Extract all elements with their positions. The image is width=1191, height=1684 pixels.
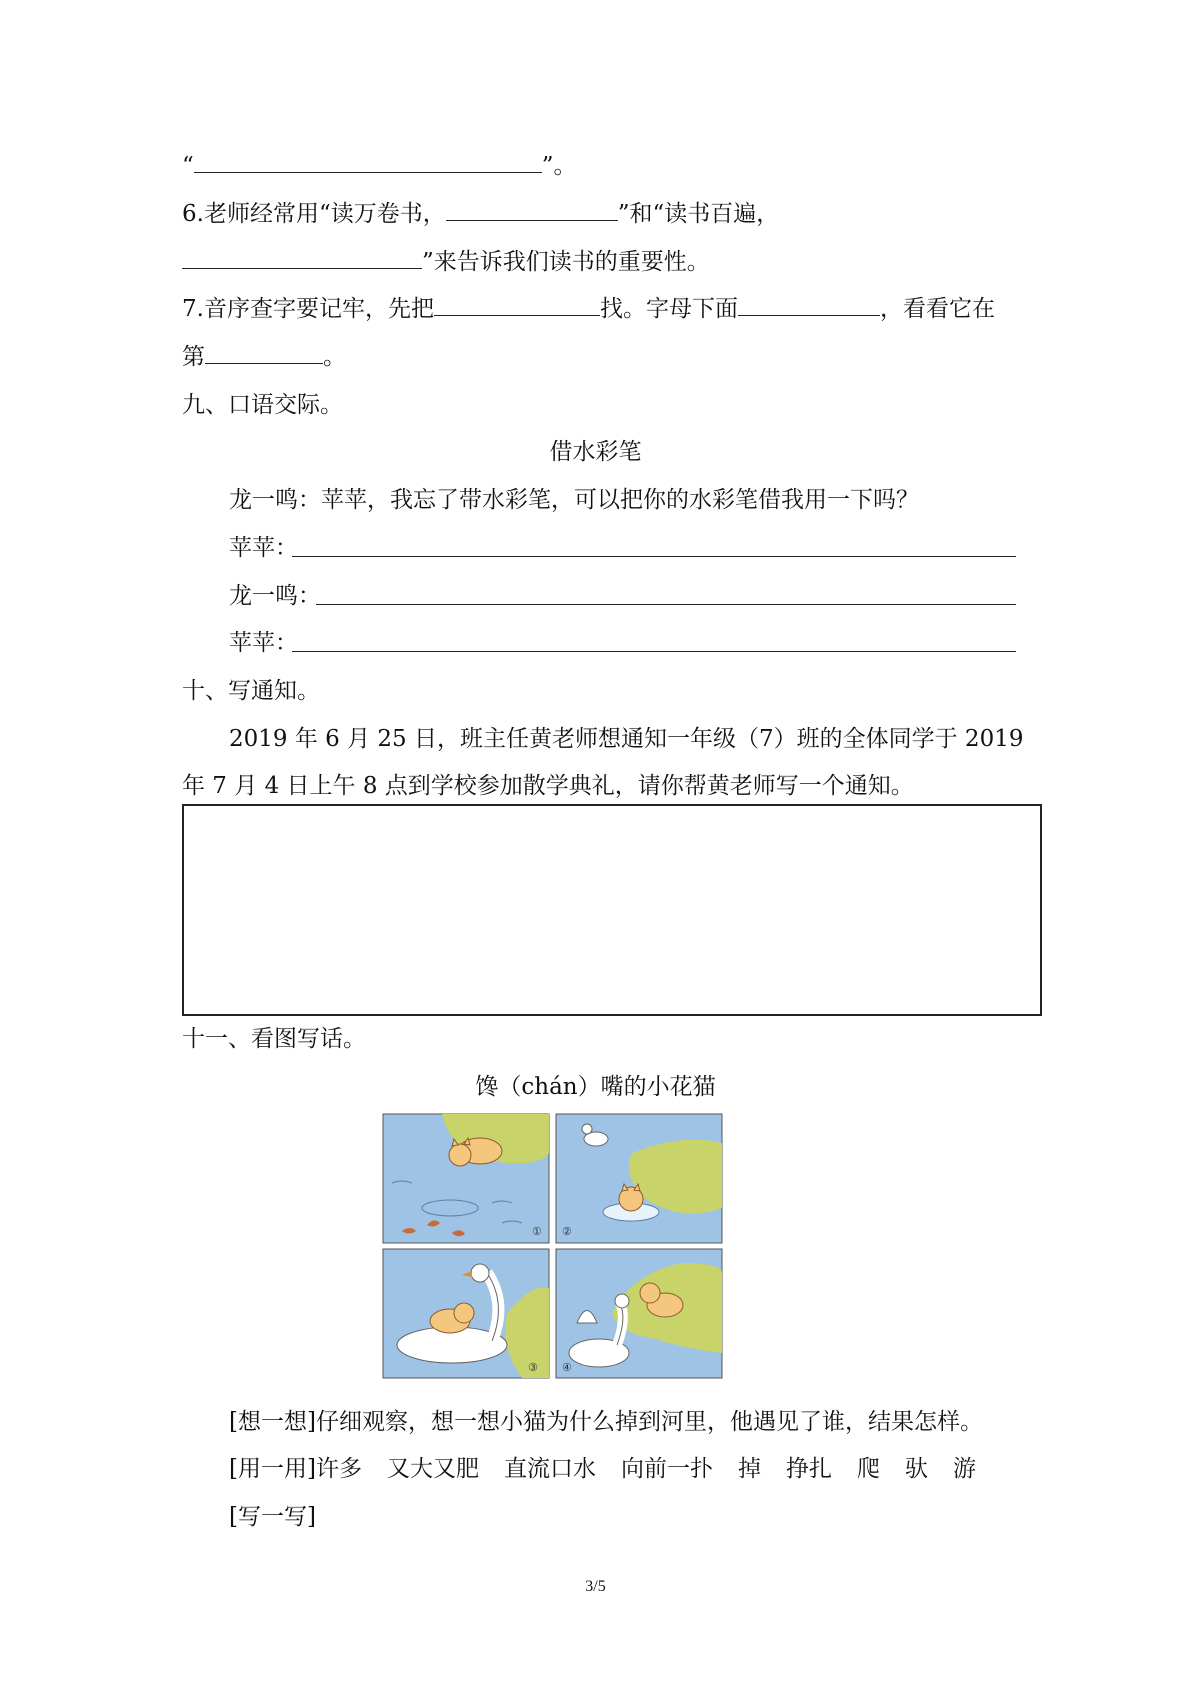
section-9-heading: 九、口语交际。: [182, 392, 343, 418]
speaker-label: 苹苹：: [229, 535, 298, 561]
section-11-heading: 十一、看图写话。: [182, 1026, 366, 1052]
panel-label: ②: [562, 1225, 572, 1238]
speaker-label: 苹苹：: [229, 630, 298, 656]
word-bank: [229, 1455, 976, 1483]
question-6-line2: ”来告诉我们读书的重要性。: [182, 248, 710, 276]
picture-story-title: 馋（chán）嘴的小花猫: [475, 1074, 716, 1100]
word-bank-item: 直流口水: [503, 1456, 596, 1482]
word-bank-item: 许多: [315, 1456, 362, 1482]
word-bank-item: 挣扎: [785, 1456, 832, 1482]
question-6-line1: 6.老师经常用“读万卷书， ”和“读书百遍，: [182, 201, 780, 227]
panel-label: ①: [532, 1225, 542, 1238]
word-bank-item: 又大又肥: [386, 1456, 479, 1482]
comic-panel-4: [556, 1249, 722, 1378]
notice-instructions: 年 7 月 4 日上午 8 点到学校参加散学典礼，请你帮黄老师写一个通知。: [182, 773, 914, 799]
answer-blank[interactable]: [434, 295, 600, 316]
answer-blank[interactable]: [446, 200, 618, 221]
comic-panel-3: [383, 1249, 549, 1378]
write-prompt: [写一写]: [229, 1504, 316, 1530]
answer-line[interactable]: [292, 556, 1016, 557]
notice-writing-box[interactable]: [182, 804, 1042, 1016]
page-number: 3/5: [585, 1578, 606, 1595]
speaker-label: 龙一鸣：: [229, 583, 321, 609]
answer-blank[interactable]: [205, 343, 323, 364]
panel-label: ④: [562, 1361, 572, 1374]
word-bank-item: 驮: [904, 1456, 928, 1482]
comic-strip-image: [382, 1113, 724, 1379]
dialogue-title: 借水彩笔: [549, 439, 642, 465]
answer-line[interactable]: [316, 604, 1016, 605]
word-bank-item: 游: [952, 1456, 976, 1482]
answer-line[interactable]: [292, 651, 1016, 652]
quote-continuation: “ ”。: [182, 153, 577, 179]
comic-panel-1: [383, 1114, 549, 1243]
word-bank-item: 掉: [737, 1456, 761, 1482]
panel-label: ③: [528, 1361, 538, 1374]
question-7-line2: 第 。: [182, 344, 346, 370]
answer-blank[interactable]: [182, 248, 422, 269]
dialogue-line: 龙一鸣：苹苹，我忘了带水彩笔，可以把你的水彩笔借我用一下吗？: [229, 487, 919, 513]
word-bank-label: [用一用]: [229, 1456, 316, 1482]
think-prompt: [想一想]仔细观察，想一想小猫为什么掉到河里，他遇见了谁，结果怎样。: [229, 1409, 983, 1435]
answer-blank[interactable]: [738, 295, 880, 316]
question-7-line1: 7.音序查字要记牢，先把 找。字母下面 ，看看它在: [182, 296, 995, 322]
notice-instructions: 2019 年 6 月 25 日，班主任黄老师想通知一年级（7）班的全体同学于 2019: [229, 726, 1024, 752]
word-bank-item: 向前一扑: [620, 1456, 713, 1482]
section-10-heading: 十、写通知。: [182, 678, 320, 704]
answer-blank[interactable]: [194, 152, 542, 173]
word-bank-item: 爬: [856, 1456, 880, 1482]
comic-panel-2: [556, 1114, 722, 1243]
